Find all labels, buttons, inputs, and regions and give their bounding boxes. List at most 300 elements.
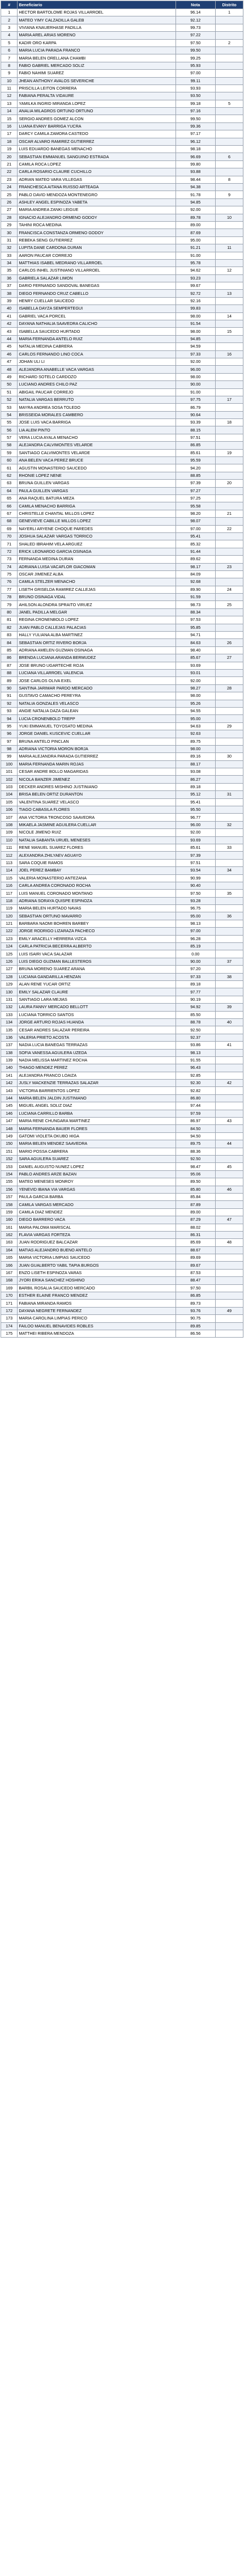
beneficiary-name: MARIA ANDREA ZANKI LEIGUE bbox=[18, 206, 175, 214]
beneficiary-name: JORGE DANIEL KUSCEVIC CUELLAR bbox=[18, 730, 175, 738]
table-row bbox=[1, 1034, 243, 1041]
district bbox=[216, 1170, 243, 1178]
beneficiary-name: DAYANA NATHALIA SAAVEDRA CALICHO bbox=[18, 320, 175, 328]
table-row bbox=[1, 1125, 243, 1132]
table-row bbox=[1, 715, 243, 722]
district bbox=[216, 146, 243, 153]
row-index: 73 bbox=[1, 556, 18, 563]
row-index: 104 bbox=[1, 791, 18, 798]
table-row bbox=[1, 160, 243, 168]
row-index: 110 bbox=[1, 836, 18, 844]
row-index: 141 bbox=[1, 1072, 18, 1079]
row-index: 171 bbox=[1, 1300, 18, 1307]
district: 36 bbox=[216, 912, 243, 920]
table-row bbox=[1, 502, 243, 510]
beneficiary-name: KADIR ORO KARPA bbox=[18, 39, 175, 46]
row-index: 152 bbox=[1, 1155, 18, 1162]
district bbox=[216, 677, 243, 684]
table-row bbox=[1, 646, 243, 654]
district: 21 bbox=[216, 510, 243, 517]
beneficiary-name: LUANA EVANY BARRIGA YUCRA bbox=[18, 122, 175, 130]
district bbox=[216, 1208, 243, 1216]
table-row bbox=[1, 312, 243, 320]
row-index: 124 bbox=[1, 943, 18, 950]
row-index: 112 bbox=[1, 852, 18, 859]
district bbox=[216, 259, 243, 267]
score: 90.00 bbox=[175, 381, 216, 388]
district bbox=[216, 1193, 243, 1200]
district: 8 bbox=[216, 176, 243, 183]
row-index: 140 bbox=[1, 1064, 18, 1072]
table-row bbox=[1, 373, 243, 380]
score: 93.76 bbox=[175, 1307, 216, 1314]
beneficiary-name: ANA BELEN VACA PEREZ BRUCE bbox=[18, 457, 175, 464]
beneficiary-name: CAMILA DIAZ MENDEZ bbox=[18, 1208, 175, 1216]
score: 95.26 bbox=[175, 700, 216, 707]
district bbox=[216, 928, 243, 935]
beneficiary-name: AHILSON ALONDRA SPRAITO VIRUEZ bbox=[18, 601, 175, 608]
score: 99.11 bbox=[175, 77, 216, 84]
row-index: 170 bbox=[1, 1292, 18, 1300]
beneficiary-name: DARIO FERNANDO SANDOVAL BANEGAS bbox=[18, 282, 175, 290]
score: 90.99 bbox=[175, 874, 216, 882]
score: 84.50 bbox=[175, 1125, 216, 1132]
row-index: 145 bbox=[1, 1102, 18, 1110]
score: 86.80 bbox=[175, 1094, 216, 1102]
row-index: 156 bbox=[1, 1186, 18, 1193]
district bbox=[216, 62, 243, 69]
score: 86.56 bbox=[175, 1330, 216, 1337]
beneficiary-name: BRUNA ANTELO PINCLAN bbox=[18, 738, 175, 745]
score: 91.55 bbox=[175, 1056, 216, 1064]
district bbox=[216, 966, 243, 973]
beneficiary-name: JYORI ERIKA SANCHEZ HOSHINO bbox=[18, 1277, 175, 1284]
score: 93.88 bbox=[175, 168, 216, 176]
score: 97.50 bbox=[175, 1284, 216, 1292]
district bbox=[216, 578, 243, 586]
table-row bbox=[1, 388, 243, 396]
table-row bbox=[1, 320, 243, 328]
table-row bbox=[1, 358, 243, 365]
table-row bbox=[1, 525, 243, 532]
score: 97.44 bbox=[175, 1102, 216, 1110]
table-row bbox=[1, 867, 243, 874]
beneficiary-name: LISETH GRISELDA RAMIREZ CALLEJAS bbox=[18, 586, 175, 593]
district: 39 bbox=[216, 1004, 243, 1011]
beneficiary-name: JUAN PABLO CALLEJAS PALACIAS bbox=[18, 624, 175, 631]
score: 99.25 bbox=[175, 54, 216, 62]
score: 97.33 bbox=[175, 973, 216, 980]
row-index: 87 bbox=[1, 662, 18, 669]
row-index: 173 bbox=[1, 1315, 18, 1322]
row-index: 71 bbox=[1, 540, 18, 548]
table-row bbox=[1, 950, 243, 958]
beneficiary-name: MARIA ALEJANDRA PARADA GUTIERREZ bbox=[18, 753, 175, 760]
score: 97.39 bbox=[175, 852, 216, 859]
district: 47 bbox=[216, 1216, 243, 1224]
district bbox=[216, 745, 243, 752]
score: 98.00 bbox=[175, 692, 216, 700]
beneficiary-name: MATTHIAS ISABEL MEDRANO VILLARROEL bbox=[18, 259, 175, 267]
beneficiary-name: NADIA LUCIA BANEGAS TERRAZAS bbox=[18, 1042, 175, 1049]
beneficiary-name: ISABELLA SAUCEDO HURTADO bbox=[18, 328, 175, 335]
score: 95.41 bbox=[175, 798, 216, 806]
district bbox=[216, 518, 243, 525]
district bbox=[216, 1125, 243, 1132]
row-index: 50 bbox=[1, 381, 18, 388]
score: 85.32 bbox=[175, 540, 216, 548]
table-row bbox=[1, 84, 243, 92]
score: 98.00 bbox=[175, 373, 216, 380]
row-index: 46 bbox=[1, 350, 18, 358]
score: 96.00 bbox=[175, 366, 216, 373]
row-index: 164 bbox=[1, 1246, 18, 1254]
score: 92.00 bbox=[175, 206, 216, 214]
score: 88.36 bbox=[175, 1148, 216, 1155]
score: 88.85 bbox=[175, 472, 216, 479]
beneficiary-name: MATTHEI RIBERA MENDOZA bbox=[18, 1330, 175, 1337]
row-index: 150 bbox=[1, 1140, 18, 1148]
header-distrito: Distrito bbox=[216, 1, 243, 9]
score: 86.79 bbox=[175, 404, 216, 411]
score: 98.00 bbox=[175, 328, 216, 335]
row-index: 69 bbox=[1, 525, 18, 532]
row-index: 159 bbox=[1, 1208, 18, 1216]
row-index: 93 bbox=[1, 707, 18, 714]
table-row bbox=[1, 153, 243, 160]
table-row bbox=[1, 1186, 243, 1193]
score: 92.16 bbox=[175, 297, 216, 304]
table-row bbox=[1, 570, 243, 578]
score: 91.78 bbox=[175, 191, 216, 198]
table-row bbox=[1, 1322, 243, 1330]
district bbox=[216, 411, 243, 418]
district bbox=[216, 608, 243, 616]
score: 92.50 bbox=[175, 1155, 216, 1162]
row-index: 111 bbox=[1, 844, 18, 851]
row-index: 44 bbox=[1, 335, 18, 342]
score: 96.12 bbox=[175, 138, 216, 145]
beneficiary-name: LUCIANO ANDRES CHILO PAZ bbox=[18, 381, 175, 388]
beneficiary-name: DIEGO FERNANDO CRUZ CABELLO bbox=[18, 290, 175, 297]
district: 1 bbox=[216, 9, 243, 16]
table-row bbox=[1, 973, 243, 980]
table-row bbox=[1, 252, 243, 259]
district bbox=[216, 783, 243, 790]
district: 9 bbox=[216, 191, 243, 198]
beneficiary-name: ALEJANDRA CALVIMONTES VELARDE bbox=[18, 442, 175, 449]
beneficiary-name: VALERIA PRIETO ACOSTA bbox=[18, 1034, 175, 1041]
table-row bbox=[1, 1102, 243, 1110]
row-index: 155 bbox=[1, 1178, 18, 1186]
row-index: 147 bbox=[1, 1118, 18, 1125]
table-body bbox=[1, 9, 243, 1338]
score: 99.73 bbox=[175, 24, 216, 31]
table-row bbox=[1, 1056, 243, 1064]
score: 85.61 bbox=[175, 449, 216, 456]
score: 97.00 bbox=[175, 70, 216, 77]
table-row bbox=[1, 411, 243, 418]
district: 37 bbox=[216, 958, 243, 965]
table-row bbox=[1, 943, 243, 950]
district bbox=[216, 1292, 243, 1300]
beneficiary-name: ESTHER ELAINE FRANCO MENDEZ bbox=[18, 1292, 175, 1300]
score: 98.07 bbox=[175, 518, 216, 525]
table-row bbox=[1, 859, 243, 866]
table-row bbox=[1, 639, 243, 646]
beneficiary-name: CESAR ANDRES SALAZAR PEREIRA bbox=[18, 1026, 175, 1034]
row-index: 79 bbox=[1, 601, 18, 608]
district bbox=[216, 130, 243, 138]
table-row bbox=[1, 624, 243, 631]
district bbox=[216, 1056, 243, 1064]
district bbox=[216, 1148, 243, 1155]
beneficiary-name: JANEL PADILLA MELGAR bbox=[18, 608, 175, 616]
table-row bbox=[1, 760, 243, 768]
table-row bbox=[1, 54, 243, 62]
beneficiary-name: MARIA BELEN MENDEZ SAAVEDRA bbox=[18, 1140, 175, 1148]
district bbox=[216, 1284, 243, 1292]
row-index: 174 bbox=[1, 1322, 18, 1330]
row-index: 131 bbox=[1, 996, 18, 1003]
score: 95.00 bbox=[175, 715, 216, 722]
beneficiary-name: SEBASTIAN ORTIZ RIVERO BORJA bbox=[18, 639, 175, 646]
district bbox=[216, 1049, 243, 1056]
beneficiary-name: MARIA BELEN HURTADO NAVAS bbox=[18, 905, 175, 912]
beneficiary-name: TAHINI ROCA MEDINA bbox=[18, 221, 175, 229]
beneficiary-name: ABIGAIL PAUCAR CORREJO bbox=[18, 388, 175, 396]
row-index: 62 bbox=[1, 472, 18, 479]
score: 86.85 bbox=[175, 1292, 216, 1300]
beneficiary-name: DECKER ANDRES MISHINO JUSTINIANO bbox=[18, 783, 175, 790]
table-row bbox=[1, 730, 243, 738]
beneficiary-name: VICTORIA BARRIENTOS LOPEZ bbox=[18, 1087, 175, 1094]
district bbox=[216, 943, 243, 950]
score: 98.13 bbox=[175, 920, 216, 927]
district: 44 bbox=[216, 1140, 243, 1148]
score: 89.73 bbox=[175, 1300, 216, 1307]
beneficiary-name: BRUNA MORENO SUAREZ ARANA bbox=[18, 966, 175, 973]
score: 85.19 bbox=[175, 943, 216, 950]
score: 98.00 bbox=[175, 745, 216, 752]
district bbox=[216, 160, 243, 168]
district bbox=[216, 1315, 243, 1322]
table-row bbox=[1, 662, 243, 669]
row-index: 130 bbox=[1, 988, 18, 996]
score: 95.12 bbox=[175, 791, 216, 798]
beneficiary-name: JOHAN ULI LI bbox=[18, 358, 175, 365]
district bbox=[216, 115, 243, 122]
beneficiary-name: ERICK LEONARDO GARCIA OSINAGA bbox=[18, 548, 175, 555]
beneficiary-name: CARLOS FERNANDO LINO COCA bbox=[18, 350, 175, 358]
table-row bbox=[1, 1262, 243, 1269]
district bbox=[216, 320, 243, 328]
district bbox=[216, 335, 243, 342]
table-row bbox=[1, 935, 243, 942]
district bbox=[216, 198, 243, 206]
district bbox=[216, 1330, 243, 1337]
row-index: 126 bbox=[1, 958, 18, 965]
score: 92.30 bbox=[175, 1080, 216, 1087]
score: 95.85 bbox=[175, 624, 216, 631]
row-index: 83 bbox=[1, 632, 18, 639]
beneficiary-name: PAULA GUILLEN VARGAS bbox=[18, 487, 175, 494]
row-index: 165 bbox=[1, 1254, 18, 1262]
row-index: 20 bbox=[1, 153, 18, 160]
table-row bbox=[1, 707, 243, 714]
score: 89.18 bbox=[175, 783, 216, 790]
row-index: 48 bbox=[1, 366, 18, 373]
row-index: 49 bbox=[1, 373, 18, 380]
row-index: 134 bbox=[1, 1018, 18, 1026]
district bbox=[216, 1269, 243, 1276]
row-index: 53 bbox=[1, 404, 18, 411]
score: 93.50 bbox=[175, 92, 216, 100]
district bbox=[216, 624, 243, 631]
beneficiary-name: EMILY ARACELLY HERRERA VIZCA bbox=[18, 935, 175, 942]
row-index: 26 bbox=[1, 198, 18, 206]
beneficiary-name: GATOMI VIOLETA OKUBO HIGA bbox=[18, 1132, 175, 1140]
row-index: 148 bbox=[1, 1125, 18, 1132]
table-row bbox=[1, 1201, 243, 1208]
district bbox=[216, 768, 243, 776]
score: 94.59 bbox=[175, 343, 216, 350]
score: 96.75 bbox=[175, 905, 216, 912]
score: 93.86 bbox=[175, 1042, 216, 1049]
table-row bbox=[1, 343, 243, 350]
table-row bbox=[1, 814, 243, 821]
score: 98.17 bbox=[175, 563, 216, 570]
district bbox=[216, 366, 243, 373]
score: 0.00 bbox=[175, 950, 216, 958]
row-index: 82 bbox=[1, 624, 18, 631]
table-row bbox=[1, 495, 243, 502]
beneficiary-name: LUCIANA VILLARROEL VALENCIA bbox=[18, 669, 175, 676]
table-row bbox=[1, 912, 243, 920]
district bbox=[216, 700, 243, 707]
district: 27 bbox=[216, 654, 243, 662]
beneficiary-name: RICHARD SOTELO CARDOZO bbox=[18, 373, 175, 380]
score: 90.19 bbox=[175, 996, 216, 1003]
score: 94.20 bbox=[175, 464, 216, 472]
row-index: 135 bbox=[1, 1026, 18, 1034]
score: 89.62 bbox=[175, 556, 216, 563]
beneficiary-name: NAYERLI ARYENE CHOQUE PAREDES bbox=[18, 525, 175, 532]
score: 93.93 bbox=[175, 84, 216, 92]
score: 92.68 bbox=[175, 578, 216, 586]
table-row bbox=[1, 829, 243, 836]
score: 97.77 bbox=[175, 988, 216, 996]
beneficiary-name: BRENDA LUCIANA ARANDA BERMUDEZ bbox=[18, 654, 175, 662]
score: 93.39 bbox=[175, 419, 216, 426]
district bbox=[216, 836, 243, 844]
district: 16 bbox=[216, 350, 243, 358]
row-index: 103 bbox=[1, 783, 18, 790]
district bbox=[216, 1224, 243, 1231]
score: 97.00 bbox=[175, 525, 216, 532]
row-index: 11 bbox=[1, 84, 18, 92]
score: 95.50 bbox=[175, 806, 216, 814]
score: 96.00 bbox=[175, 821, 216, 828]
table-row bbox=[1, 768, 243, 776]
beneficiary-name: CARLA PATRICIA BECERRA ALBERTO bbox=[18, 943, 175, 950]
score: 95.59 bbox=[175, 457, 216, 464]
beneficiary-name: CARLOS INHEL JUSTINIANO VILLARROEL bbox=[18, 267, 175, 274]
beneficiary-name: ALEXANDRA ZHILYAEV AGUAYO bbox=[18, 852, 175, 859]
score: 93.69 bbox=[175, 662, 216, 669]
district: 32 bbox=[216, 821, 243, 828]
score: 92.50 bbox=[175, 1026, 216, 1034]
table-row bbox=[1, 722, 243, 730]
table-row bbox=[1, 1246, 243, 1254]
table-row bbox=[1, 1094, 243, 1102]
district: 41 bbox=[216, 1042, 243, 1049]
district bbox=[216, 662, 243, 669]
table-row bbox=[1, 897, 243, 904]
district bbox=[216, 692, 243, 700]
beneficiary-name: PAULA GARCIA BARBA bbox=[18, 1193, 175, 1200]
score: 97.25 bbox=[175, 495, 216, 502]
row-index: 137 bbox=[1, 1042, 18, 1049]
row-index: 60 bbox=[1, 457, 18, 464]
table-row bbox=[1, 1026, 243, 1034]
row-index: 30 bbox=[1, 229, 18, 236]
district bbox=[216, 632, 243, 639]
score: 93.01 bbox=[175, 669, 216, 676]
header-nota: Nota bbox=[175, 1, 216, 9]
district bbox=[216, 905, 243, 912]
district: 15 bbox=[216, 328, 243, 335]
row-index: 7 bbox=[1, 54, 18, 62]
district bbox=[216, 776, 243, 783]
table-row bbox=[1, 442, 243, 449]
district bbox=[216, 1087, 243, 1094]
table-row bbox=[1, 130, 243, 138]
beneficiary-name: MARIO POSSA CABRERA bbox=[18, 1148, 175, 1155]
table-header bbox=[1, 1, 243, 9]
table-row bbox=[1, 563, 243, 570]
row-index: 24 bbox=[1, 183, 18, 191]
district bbox=[216, 183, 243, 191]
district bbox=[216, 1178, 243, 1186]
table-row bbox=[1, 1018, 243, 1026]
table-row bbox=[1, 890, 243, 897]
row-index: 19 bbox=[1, 146, 18, 153]
table-row bbox=[1, 1064, 243, 1072]
score: 96.43 bbox=[175, 1064, 216, 1072]
beneficiary-name: DIEGO BARRERO VACA bbox=[18, 1216, 175, 1224]
table-row bbox=[1, 46, 243, 54]
table-row bbox=[1, 472, 243, 479]
header-index: # bbox=[1, 1, 18, 9]
row-index: 38 bbox=[1, 290, 18, 297]
table-row bbox=[1, 434, 243, 441]
district bbox=[216, 570, 243, 578]
beneficiary-name: LAURA FANNY MERCADO BELLOTT bbox=[18, 1004, 175, 1011]
beneficiary-name: SANTIAGO LARA MEJIAS bbox=[18, 996, 175, 1003]
beneficiary-name: MARIA PALOMA MARISCAL bbox=[18, 1224, 175, 1231]
score: 89.69 bbox=[175, 1254, 216, 1262]
score: 94.85 bbox=[175, 198, 216, 206]
score: 97.16 bbox=[175, 108, 216, 115]
district bbox=[216, 806, 243, 814]
row-index: 133 bbox=[1, 1011, 18, 1018]
table-row bbox=[1, 958, 243, 965]
district bbox=[216, 1262, 243, 1269]
table-row bbox=[1, 426, 243, 434]
table-row bbox=[1, 305, 243, 312]
district bbox=[216, 1246, 243, 1254]
